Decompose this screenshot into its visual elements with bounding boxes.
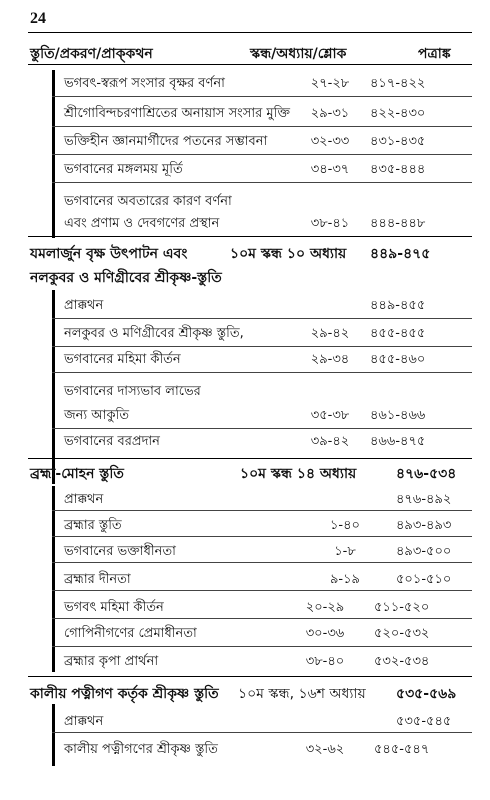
header-title: স্তুতি/প্রকরণ/প্রাক্‌কথন	[30, 46, 153, 62]
toc-entry-title: ভগবানের দাস্যভাব লাভের	[64, 384, 201, 399]
row-divider	[52, 372, 472, 373]
top-rule	[28, 32, 472, 33]
row-divider	[52, 126, 472, 127]
toc-entry-title: ভগবৎ মহিমা কীর্তন	[64, 600, 164, 615]
toc-entry-verse: ৩২-৩৩	[310, 134, 350, 149]
toc-entry-page: ৫৩২-৫৩৪	[374, 654, 430, 669]
toc-entry-page: ৪৭৬-৪৯২	[396, 492, 452, 507]
toc-entry-title: কালীয় পত্নীগণের শ্রীকৃষ্ণ স্তুতি	[64, 742, 218, 757]
row-divider	[52, 510, 472, 511]
toc-entry-page: ৪৩১-৪৩৫	[370, 134, 426, 149]
toc-entry-title: প্রাক্কথন	[64, 492, 104, 507]
row-divider	[52, 182, 472, 183]
toc-entry-verse: ৩৮-৪০	[305, 654, 345, 669]
row-divider	[52, 346, 472, 347]
toc-entry-verse: ৩৫-৩৮	[310, 408, 350, 423]
toc-entry-title: ব্রহ্মার দীনতা	[64, 572, 131, 587]
toc-entry-title: ভক্তিহীন জ্ঞানমার্গীদের পতনের সম্ভাবনা	[64, 134, 268, 149]
header-page: পত্রাঙ্ক	[418, 46, 451, 62]
toc-entry-verse: ২৯-৩১	[310, 106, 350, 121]
toc-entry-verse: ৩০-৩৬	[305, 626, 345, 641]
section-title: কালীয় পত্নীগণ কর্তৃক শ্রীকৃষ্ণ স্তুতি	[30, 686, 219, 702]
section-title: যমলার্জুন বৃক্ষ উৎপাটন এবং	[30, 246, 188, 262]
toc-entry-title: ভগবানের ভক্তাধীনতা	[64, 544, 176, 559]
toc-entry-title: গোপিনীগণের প্রেমাধীনতা	[64, 626, 197, 641]
toc-entry-verse: ১-৪০	[329, 518, 360, 533]
toc-entry-page: ৫২০-৫৩২	[374, 626, 430, 641]
row-divider	[52, 318, 472, 319]
toc-entry-verse: ২৭-২৮	[310, 76, 350, 91]
page-number: 24	[30, 10, 46, 27]
section-title-line2: নলকুবর ও মণিগ্রীবের শ্রীকৃষ্ণ-স্তুতি	[30, 270, 222, 286]
toc-entry-title: ভগবানের মহিমা কীর্তন	[64, 352, 181, 367]
toc-entry-verse: ৩৪-৩৭	[310, 162, 350, 177]
toc-entry-page: ৪৩৫-৪৪৪	[370, 162, 426, 177]
section-rule	[28, 236, 472, 237]
toc-entry-verse: ২৯-৩৪	[310, 352, 350, 367]
row-divider	[52, 732, 472, 733]
section-chapter: ১০ম স্কন্ধ ১০ অধ্যায়	[230, 246, 347, 262]
toc-entry-page: ৪৫৫-৪৬০	[370, 352, 426, 367]
section-title: ব্রহ্মা-মোহন স্তুতি	[30, 466, 124, 482]
toc-entry-page: ৪৪৯-৪৫৫	[370, 298, 426, 313]
toc-entry-verse: ১-৮	[334, 544, 356, 559]
row-divider	[52, 536, 472, 537]
toc-entry-verse: ৩৯-৪২	[310, 434, 350, 449]
toc-entry-page: ৪২২-৪৩০	[370, 106, 426, 121]
toc-entry-title: ব্রহ্মার কৃপা প্রার্থনা	[64, 654, 159, 669]
row-divider	[52, 428, 472, 429]
toc-entry-page: ৫৪৫-৫৪৭	[374, 742, 430, 757]
row-divider	[52, 562, 472, 563]
section-page: ৪৪৯-৪৭৫	[370, 246, 431, 262]
toc-entry-title-line2: এবং প্রণাম ও দেবগণের প্রস্থান	[64, 216, 220, 231]
section-chapter: ১০ম স্কন্ধ ১৪ অধ্যায়	[240, 466, 357, 482]
toc-entry-page: ৪৫৫-৪৫৫	[370, 326, 426, 341]
toc-entry-verse: ২০-২৯	[305, 600, 345, 615]
section-page: ৫৩৫-৫৬৯	[396, 686, 457, 702]
toc-entry-title: ভগবৎ-স্বরূপ সংসার বৃক্ষর বর্ণনা	[64, 76, 225, 91]
toc-entry-title: ব্রহ্মার স্তুতি	[64, 518, 122, 533]
section-chapter: ১০ম স্কন্ধ, ১৬শ অধ্যায়	[238, 686, 366, 702]
toc-entry-page: ৫০১-৫১০	[396, 572, 452, 587]
toc-entry-title: প্রাক্কথন	[64, 298, 104, 313]
group-bar	[52, 290, 55, 484]
row-divider	[52, 96, 472, 97]
toc-entry-page: ৪৪৪-৪৪৮	[370, 216, 426, 231]
toc-entry-page: ৪৯৩-৪৯৩	[396, 518, 452, 533]
toc-entry-page: ৫১১-৫২০	[374, 600, 430, 615]
group-bar	[52, 486, 55, 672]
row-divider	[52, 154, 472, 155]
toc-entry-verse: ২৯-৪২	[310, 326, 350, 341]
toc-entry-page: ৫৩৫-৫৪৫	[396, 714, 452, 729]
group-bar	[52, 704, 55, 766]
toc-entry-title: ভগবানের বরপ্রদান	[64, 434, 160, 449]
toc-entry-title: ভগবানের মঙ্গলময় মূর্তি	[64, 162, 183, 177]
row-divider	[52, 618, 472, 619]
toc-entry-page: ৪৬১-৪৬৬	[370, 408, 426, 423]
toc-entry-page: ৪১৭-৪২২	[370, 76, 426, 91]
toc-entry-title: নলকুবর ও মণিগ্রীবের শ্রীকৃষ্ণ স্তুতি,	[64, 326, 244, 341]
section-rule	[28, 458, 472, 459]
header-rule	[28, 64, 472, 65]
toc-entry-verse: ৩২-৬২	[305, 742, 345, 757]
toc-entry-title: প্রাক্কথন	[64, 714, 104, 729]
toc-entry-page: ৪৬৬-৪৭৫	[370, 434, 426, 449]
toc-entry-page: ৪৯৩-৫০০	[396, 544, 452, 559]
toc-entry-title: শ্রীগোবিন্দচরণাশ্রিতের অনায়াস সংসার মুক্তি	[64, 106, 290, 121]
toc-entry-verse: ৩৮-৪১	[310, 216, 350, 231]
toc-entry-title: ভগবানের অবতারের কারণ বর্ণনা	[64, 194, 232, 209]
header-chapter: স্কন্ধ/অধ্যায়/শ্লোক	[250, 46, 347, 62]
section-page: ৪৭৬-৫৩৪	[396, 466, 457, 482]
toc-entry-verse: ৯-১৯	[330, 572, 360, 587]
section-rule	[28, 676, 472, 677]
row-divider	[52, 646, 472, 647]
row-divider	[52, 590, 472, 591]
toc-entry-title-line2: জন্য আকুতি	[64, 408, 130, 423]
